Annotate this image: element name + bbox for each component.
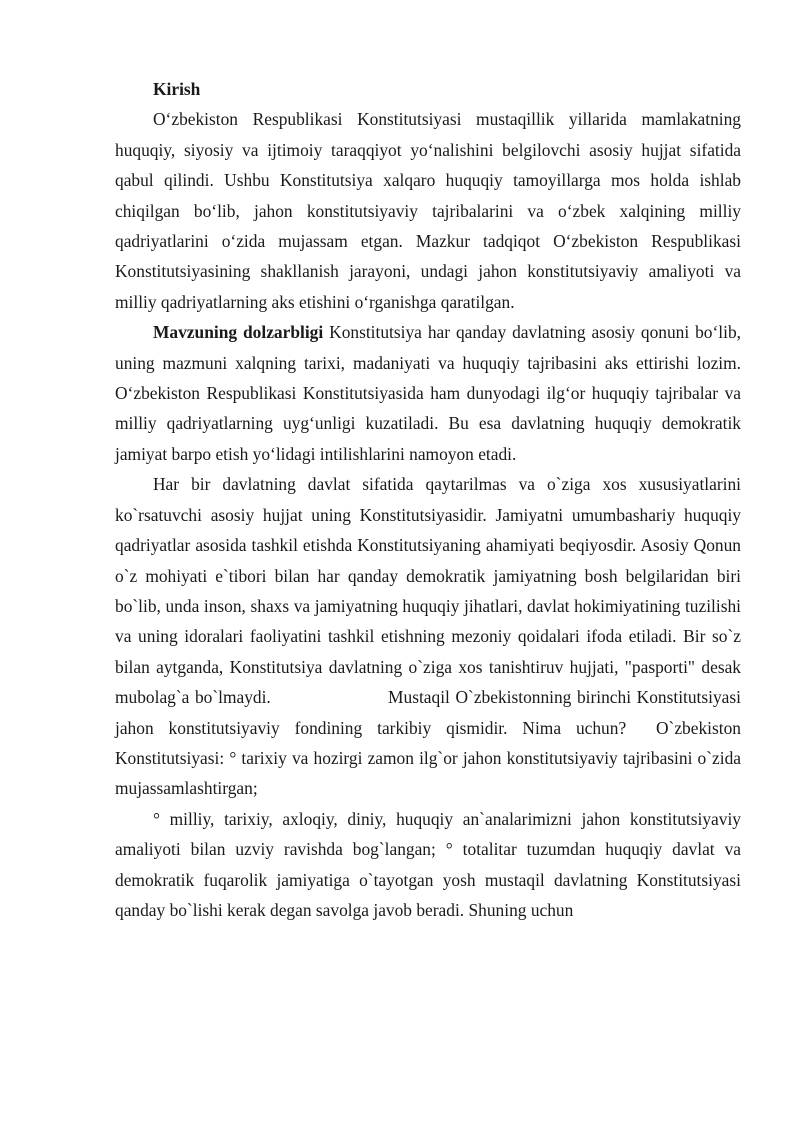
paragraph-lead: Mavzuning dolzarbligi [153, 322, 324, 343]
paragraph-intro [115, 104, 741, 317]
paragraph-traditions [115, 804, 741, 926]
paragraph-constitution [115, 469, 746, 803]
document-page [115, 74, 746, 925]
paragraph-text: Konstitutsiya har qanday davlatning asosiy qonuni bo‘lib, uning mazmuni xalqning tarixi, madaniyati va huquqiy tajribasini aks ettirishi lozim. O‘zbekiston Respublikasi Konstitutsiyasida ham dunyodagi ilg‘or huquqiy tajribalar va milliy qadriyatlarning uyg‘unligi kuzatiladi. Bu esa davlatning huquqiy demokratik jamiyat barpo etish yo‘lidagi intilishlarini namoyon etadi. [115, 322, 741, 464]
paragraph-text: O‘zbekiston Respublikasi Konstitutsiyasi mustaqillik yillarida mamlakatning huquqiy, siyosiy va ijtimoiy taraqqiyot yo‘nalishini belgilovchi asosiy hujjat sifatida qabul qilindi. Ushbu Konstitutsiya xalqaro huquqiy tamoyillarga mos holda ishlab chiqilgan bo‘lib, jahon konstitutsiyaviy tajribalarini va o‘zbek xalqining milliy qadriyatlarini o‘zida mujassam etgan. Mazkur tadqiqot O‘zbekiston Respublikasi Konstitutsiyasining shakllanish jarayoni, undagi jahon konstitutsiyaviy amaliyoti va milliy qadriyatlarning aks etishini o‘rganishga qaratilgan. [115, 109, 741, 312]
paragraph-text: Har bir davlatning davlat sifatida qaytarilmas va o`ziga xos xususiyatlarini ko`rsatuvchi asosiy hujjat uning Konstitutsiyasidir. Jamiyatni umumbashariy huquqiy qadriyatlar asosida tashkil etishda Konstitutsiyaning ahamiyati beqiyosdir. Asosiy Qonun o`z mohiyati e`tibori bilan har qanday demokratik jamiyatning bosh belgilaridan biri bo`lib, unda inson, shaxs va jamiyatning huquqiy jihatlari, davlat hokimiyatining tuzilishi va uning idoralari faoliyatini tashkil etishning mezoniy qoidalari ifoda etiladi. Bir so`z bilan aytganda, Konstitutsiya davlatning o`ziga xos tanishtiruv hujjati, "pasporti" desak mubolag`a bo`lmaydi. Mustaqil O`zbekistonning birinchi Konstitutsiyasi jahon konstitutsiyaviy fondining tarkibiy qismidir. Nima uchun? O`zbekiston Konstitutsiyasi: ° tarixiy va hozirgi zamon ilg`or jahon konstitutsiyaviy tajribasini o`zida mujassamlashtirgan; [115, 474, 746, 799]
paragraph-text: ° milliy, tarixiy, axloqiy, diniy, huquqiy an`analarimizni jahon konstitutsiyaviy amaliyoti bilan uzviy ravishda bog`langan; ° totalitar tuzumdan huquqiy davlat va demokratik fuqarolik jamiyatiga o`tayotgan yosh mustaqil davlatning Konstitutsiyasi qanday bo`lishi kerak degan savolga javob beradi. Shuning uchun [115, 808, 741, 920]
paragraph-relevance [115, 317, 741, 469]
section-heading: Kirish [153, 79, 201, 99]
